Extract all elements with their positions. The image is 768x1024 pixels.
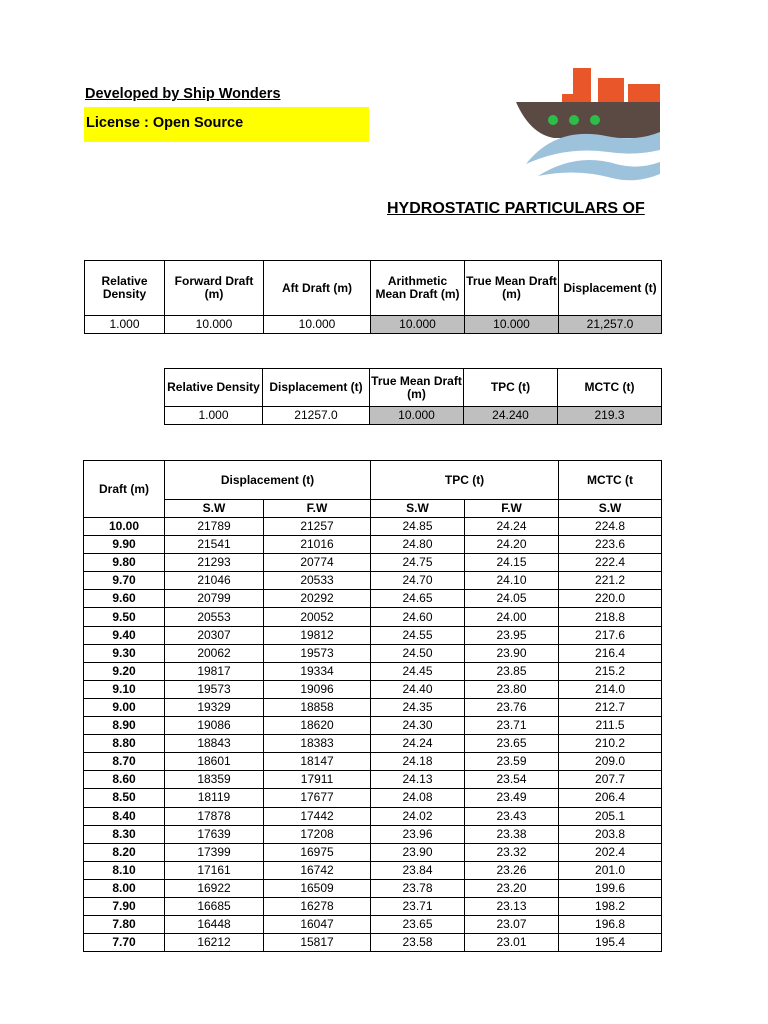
table-row [84,916,662,934]
col-mctc: MCTC (t) [558,369,662,407]
mctc-value: 219.3 [558,407,662,425]
mctc-sw-cell: 211.5 [559,717,662,735]
tpc-sw-cell: 24.40 [371,680,465,698]
draft-cell: 8.30 [84,825,165,843]
relative-density-value: 1.000 [165,407,263,425]
tpc-sw-cell: 24.75 [371,554,465,572]
table-row [84,698,662,716]
displacement-sw-cell: 17639 [165,825,264,843]
tpc-sw-cell: 24.13 [371,771,465,789]
tpc-sw-cell: 24.18 [371,753,465,771]
tpc-fw-cell: 23.26 [465,861,559,879]
displacement-fw-cell: 20292 [264,590,371,608]
draft-cell: 9.60 [84,590,165,608]
displacement-fw-cell: 19573 [264,644,371,662]
draft-cell: 9.10 [84,680,165,698]
displacement-sw-cell: 20307 [165,626,264,644]
mctc-sw-cell: 221.2 [559,572,662,590]
table-row [84,807,662,825]
mctc-sw-cell: 212.7 [559,698,662,716]
ship-logo-icon [516,64,660,190]
displacement-fw-cell: 16742 [264,861,371,879]
displacement-sw-cell: 20799 [165,590,264,608]
displacement-value: 21257.0 [263,407,370,425]
forward-draft-input[interactable]: 10.000 [165,316,264,334]
draft-cell: 7.70 [84,934,165,952]
mctc-sw-cell: 203.8 [559,825,662,843]
tpc-fw-cell: 23.20 [465,879,559,897]
displacement-fw-cell: 20052 [264,608,371,626]
displacement-fw-cell: 19096 [264,680,371,698]
tpc-fw-cell: 23.90 [465,644,559,662]
hydrostatic-table [83,460,662,952]
displacement-fw-cell: 16509 [264,879,371,897]
displacement-sw-cell: 21046 [165,572,264,590]
sub-header-fw: F.W [465,500,559,518]
ship-light-2 [569,115,579,125]
displacement-sw-cell: 18601 [165,753,264,771]
arithmetic-mean-draft-value: 10.000 [371,316,465,334]
mctc-sw-cell: 201.0 [559,861,662,879]
ship-light-3 [590,115,600,125]
displacement-sw-cell: 18119 [165,789,264,807]
displacement-fw-cell: 18858 [264,698,371,716]
col-draft: Draft (m) [84,461,165,518]
tpc-sw-cell: 24.50 [371,644,465,662]
ship-cabin-upper [598,78,624,104]
col-forward-draft: Forward Draft (m) [165,261,264,316]
tpc-sw-cell: 24.85 [371,518,465,536]
displacement-fw-cell: 17911 [264,771,371,789]
draft-cell: 10.00 [84,518,165,536]
tpc-sw-cell: 23.84 [371,861,465,879]
tpc-fw-cell: 23.85 [465,662,559,680]
displacement-sw-cell: 16922 [165,879,264,897]
mctc-sw-cell: 206.4 [559,789,662,807]
col-aft-draft: Aft Draft (m) [264,261,371,316]
tpc-fw-cell: 23.54 [465,771,559,789]
tpc-sw-cell: 23.78 [371,879,465,897]
tpc-fw-cell: 23.65 [465,735,559,753]
tpc-fw-cell: 23.43 [465,807,559,825]
tpc-fw-cell: 23.80 [465,680,559,698]
col-group-tpc: TPC (t) [371,461,559,500]
tpc-sw-cell: 23.96 [371,825,465,843]
mctc-sw-cell: 216.4 [559,644,662,662]
table-row [84,843,662,861]
draft-cell: 7.80 [84,916,165,934]
ship-light-1 [548,115,558,125]
table-row [84,608,662,626]
table-row [84,590,662,608]
draft-cell: 8.40 [84,807,165,825]
displacement-sw-cell: 19817 [165,662,264,680]
col-true-mean-draft: True Mean Draft (m) [370,369,464,407]
particulars-table [164,368,662,425]
col-relative-density: Relative Density [85,261,165,316]
mctc-sw-cell: 218.8 [559,608,662,626]
displacement-sw-cell: 17399 [165,843,264,861]
displacement-fw-cell: 21257 [264,518,371,536]
draft-cell: 8.90 [84,717,165,735]
displacement-fw-cell: 17208 [264,825,371,843]
displacement-sw-cell: 18359 [165,771,264,789]
table-row [84,572,662,590]
draft-cell: 9.50 [84,608,165,626]
sub-header-sw: S.W [371,500,465,518]
draft-cell: 8.00 [84,879,165,897]
tpc-fw-cell: 24.05 [465,590,559,608]
displacement-fw-cell: 20774 [264,554,371,572]
table-row [84,644,662,662]
tpc-sw-cell: 23.90 [371,843,465,861]
displacement-fw-cell: 18383 [264,735,371,753]
mctc-sw-cell: 196.8 [559,916,662,934]
displacement-sw-cell: 19329 [165,698,264,716]
mctc-sw-cell: 198.2 [559,897,662,915]
tpc-fw-cell: 23.01 [465,934,559,952]
table-row [84,680,662,698]
displacement-sw-cell: 16685 [165,897,264,915]
displacement-sw-cell: 21789 [165,518,264,536]
displacement-fw-cell: 19812 [264,626,371,644]
displacement-fw-cell: 21016 [264,536,371,554]
sub-header-fw: F.W [264,500,371,518]
displacement-fw-cell: 16278 [264,897,371,915]
mctc-sw-cell: 217.6 [559,626,662,644]
tpc-sw-cell: 23.71 [371,897,465,915]
developer-credit: Developed by Ship Wonders [85,86,281,102]
tpc-sw-cell: 24.24 [371,735,465,753]
col-displacement: Displacement (t) [263,369,370,407]
mctc-sw-cell: 215.2 [559,662,662,680]
table-row [84,825,662,843]
tpc-sw-cell: 24.55 [371,626,465,644]
table-row [84,626,662,644]
draft-input-table [84,260,662,334]
mctc-sw-cell: 224.8 [559,518,662,536]
draft-cell: 9.70 [84,572,165,590]
tpc-fw-cell: 23.38 [465,825,559,843]
tpc-fw-cell: 23.95 [465,626,559,644]
draft-cell: 8.20 [84,843,165,861]
col-group-mctc: MCTC (t [559,461,662,500]
col-group-displacement: Displacement (t) [165,461,371,500]
draft-cell: 9.30 [84,644,165,662]
page-title: HYDROSTATIC PARTICULARS OF [387,200,645,217]
table-row [84,879,662,897]
mctc-sw-cell: 195.4 [559,934,662,952]
displacement-fw-cell: 16047 [264,916,371,934]
displacement-sw-cell: 19086 [165,717,264,735]
table-row [84,771,662,789]
draft-cell: 8.50 [84,789,165,807]
tpc-sw-cell: 24.35 [371,698,465,716]
tpc-value: 24.240 [464,407,558,425]
displacement-fw-cell: 19334 [264,662,371,680]
table-row [84,934,662,952]
table-row [84,861,662,879]
draft-cell: 9.90 [84,536,165,554]
mctc-sw-cell: 214.0 [559,680,662,698]
mctc-sw-cell: 202.4 [559,843,662,861]
tpc-sw-cell: 24.60 [371,608,465,626]
table-row [84,554,662,572]
tpc-sw-cell: 24.30 [371,717,465,735]
displacement-fw-cell: 16975 [264,843,371,861]
mctc-sw-cell: 223.6 [559,536,662,554]
draft-cell: 9.00 [84,698,165,716]
displacement-sw-cell: 18843 [165,735,264,753]
tpc-sw-cell: 23.58 [371,934,465,952]
ship-hull [516,102,660,138]
tpc-sw-cell: 24.08 [371,789,465,807]
draft-cell: 8.10 [84,861,165,879]
table-row [84,753,662,771]
draft-cell: 9.80 [84,554,165,572]
tpc-sw-cell: 24.70 [371,572,465,590]
table-row [84,662,662,680]
draft-cell: 7.90 [84,897,165,915]
tpc-fw-cell: 24.15 [465,554,559,572]
tpc-fw-cell: 23.71 [465,717,559,735]
displacement-value: 21,257.0 [559,316,662,334]
mctc-sw-cell: 205.1 [559,807,662,825]
tpc-fw-cell: 23.49 [465,789,559,807]
mctc-sw-cell: 210.2 [559,735,662,753]
displacement-fw-cell: 15817 [264,934,371,952]
table-row [84,518,662,536]
tpc-sw-cell: 24.80 [371,536,465,554]
tpc-sw-cell: 24.65 [371,590,465,608]
mctc-sw-cell: 222.4 [559,554,662,572]
tpc-sw-cell: 24.02 [371,807,465,825]
displacement-fw-cell: 17442 [264,807,371,825]
displacement-sw-cell: 17878 [165,807,264,825]
displacement-fw-cell: 18147 [264,753,371,771]
ship-cabin-rear [628,84,660,104]
table-row [84,536,662,554]
tpc-fw-cell: 23.07 [465,916,559,934]
displacement-sw-cell: 21293 [165,554,264,572]
displacement-sw-cell: 20553 [165,608,264,626]
table-row [84,789,662,807]
col-displacement: Displacement (t) [559,261,662,316]
displacement-sw-cell: 16212 [165,934,264,952]
tpc-fw-cell: 24.10 [465,572,559,590]
col-true-mean-draft: True Mean Draft (m) [465,261,559,316]
license-banner: License : Open Source [84,107,369,142]
tpc-fw-cell: 23.32 [465,843,559,861]
sub-header-sw: S.W [559,500,662,518]
tpc-sw-cell: 23.65 [371,916,465,934]
true-mean-draft-value: 10.000 [465,316,559,334]
displacement-sw-cell: 20062 [165,644,264,662]
draft-cell: 9.20 [84,662,165,680]
table-row [84,735,662,753]
tpc-fw-cell: 23.76 [465,698,559,716]
displacement-fw-cell: 20533 [264,572,371,590]
tpc-fw-cell: 24.24 [465,518,559,536]
displacement-fw-cell: 17677 [264,789,371,807]
hydrostatic-table-body [84,518,662,952]
draft-cell: 8.70 [84,753,165,771]
displacement-fw-cell: 18620 [264,717,371,735]
mctc-sw-cell: 199.6 [559,879,662,897]
tpc-fw-cell: 23.13 [465,897,559,915]
table-row [84,717,662,735]
table-row [84,897,662,915]
wave-lower [538,160,660,180]
col-relative-density: Relative Density [165,369,263,407]
draft-cell: 9.40 [84,626,165,644]
col-tpc: TPC (t) [464,369,558,407]
draft-cell: 8.60 [84,771,165,789]
mctc-sw-cell: 220.0 [559,590,662,608]
true-mean-draft-value: 10.000 [370,407,464,425]
tpc-fw-cell: 24.00 [465,608,559,626]
tpc-sw-cell: 24.45 [371,662,465,680]
displacement-sw-cell: 17161 [165,861,264,879]
relative-density-input[interactable]: 1.000 [85,316,165,334]
aft-draft-input[interactable]: 10.000 [264,316,371,334]
displacement-sw-cell: 21541 [165,536,264,554]
draft-cell: 8.80 [84,735,165,753]
col-arithmetic-mean-draft: Arithmetic Mean Draft (m) [371,261,465,316]
tpc-fw-cell: 23.59 [465,753,559,771]
mctc-sw-cell: 209.0 [559,753,662,771]
sub-header-sw: S.W [165,500,264,518]
mctc-sw-cell: 207.7 [559,771,662,789]
displacement-sw-cell: 19573 [165,680,264,698]
displacement-sw-cell: 16448 [165,916,264,934]
tpc-fw-cell: 24.20 [465,536,559,554]
